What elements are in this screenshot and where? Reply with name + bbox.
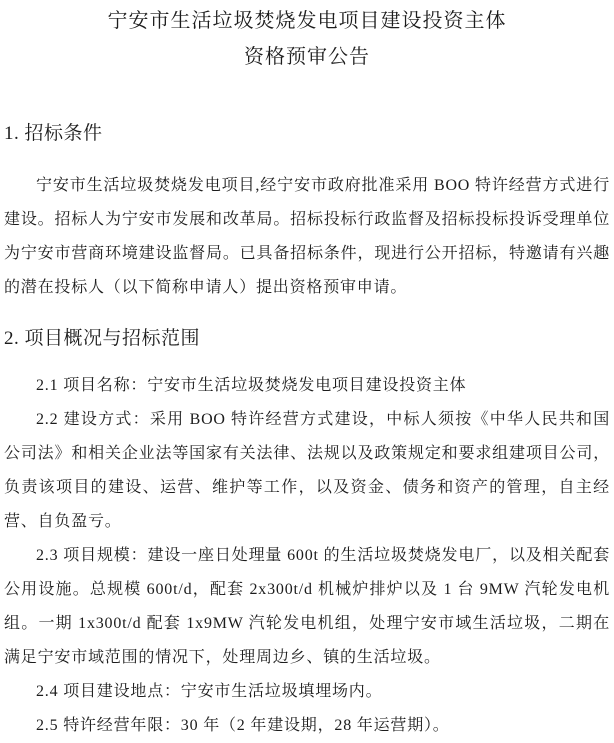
item-project-name: 2.1 项目名称：宁安市生活垃圾焚烧发电项目建设投资主体 <box>36 377 467 394</box>
item-project-location: 2.4 项目建设地点：宁安市生活垃圾填埋场内。 <box>36 683 383 700</box>
section-2-heading: 2. 项目概况与招标范围 <box>4 328 201 349</box>
item-franchise-term: 2.5 特许经营年限：30 年（2 年建设期，28 年运营期）。 <box>36 717 450 734</box>
section-1-paragraph: 宁安市生活垃圾焚烧发电项目,经宁安市政府批准采用 BOO 特许经营方式进行建设。招标人为宁安市发展和改革局。招标投标行政监督及招标投标投诉受理单位为宁安市营商环境建设监督局。已具备招标条件，现进行公开招标，特邀请有兴趣的潜在投标人（以下简称申请人）提出资格预审申请。 <box>4 177 610 296</box>
doc-title-line1: 宁安市生活垃圾焚烧发电项目建设投资主体 <box>107 10 507 32</box>
doc-title <box>4 3 610 75</box>
doc-title-line2: 资格预审公告 <box>244 46 370 68</box>
document-page <box>0 3 614 740</box>
section-1-heading: 1. 招标条件 <box>4 123 103 144</box>
item-construction-mode: 2.2 建设方式：采用 BOO 特许经营方式建设，中标人须按《中华人民共和国公司法》和相关企业法等国家有关法律、法规以及政策规定和要求组建项目公司，负责该项目的建设、运营、维护等工作，以及资金、债务和资产的管理，自主经营、自负盈亏。 <box>4 411 610 530</box>
item-project-scale: 2.3 项目规模：建设一座日处理量 600t 的生活垃圾焚烧发电厂，以及相关配套公用设施。总规模 600t/d，配套 2x300t/d 机械炉排炉以及 1 台 9MW 汽轮发电机组。一期 1x300t/d 配套 1x9MW 汽轮发电机组，处理宁安市域生活垃圾，二期在满足宁安市域范围的情况下，处理周边乡、镇的生活垃圾。 <box>4 547 610 666</box>
